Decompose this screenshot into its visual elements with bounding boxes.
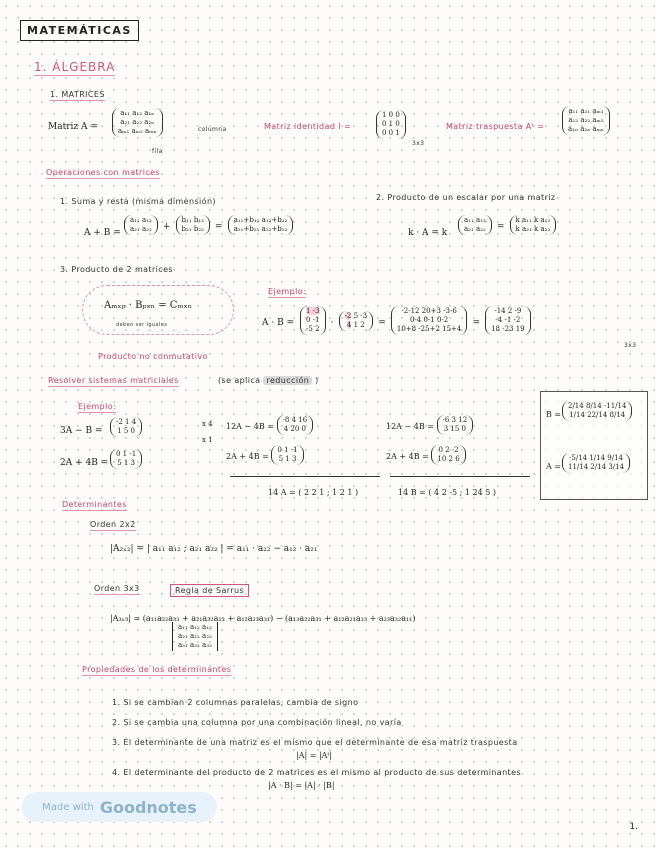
producto-cloud-note: deben ser iguales (116, 322, 168, 328)
section-title: 1. ÁLGEBRA (34, 60, 116, 74)
orden3-formula: |A₃ₓ₃| = (a₁₁a₂₂a₃₃ + a₂₁a₃₂a₁₃ + a₁₂a₂₃a₃₁) − (a₁₃a₂₂a₃₁ + a₁₂a₂₁a₃₃ + a₂₃a₃₂a₁₁) (110, 614, 416, 623)
page-number: 1. (629, 822, 638, 832)
fila-label: fila (152, 148, 163, 155)
producto-heading: 3. Producto de 2 matrices (60, 265, 173, 274)
determinantes-heading: Determinantes (62, 500, 127, 509)
sistemas-ejemplo-label: Ejemplo: (78, 402, 117, 411)
sistema-work-a: 12A − 4B = -8 4 16 4 20 0 (226, 414, 313, 435)
orden3-formula-wrap (110, 606, 416, 625)
suma-formula: A + B = (84, 228, 121, 238)
step-a: x 4 (202, 420, 213, 428)
sarrus-matrix: a₁₁ a₁₂ a₁₃ a₂₁ a₂₂ a₂₃ a₃₁ a₃₂ a₃₃ (172, 622, 218, 651)
traspuesta-label: Matriz traspuesta Aᵗ = (446, 122, 545, 131)
watermark-prefix: Made with (42, 801, 94, 813)
orden2-label: Orden 2x2 (90, 520, 136, 529)
matriz-general: a₁₁ a₁₂ a₁ₙ a₂₁ a₂₂ a₂ₙ aₘ₁ aₘ₂ aₘₙ (112, 108, 163, 137)
suma-matrices: a₁₁ a₁₂ a₂₁ a₂₂ + b₁₁ b₁₂ b₂₁ b₂₂ = a₁₁+b₁₁ a₁₂+b₁₂ a₂₁+b₂₁ a₂₂+b₂₂ (124, 214, 293, 235)
orden3-label: Orden 3x3 (94, 584, 140, 593)
propiedad-3-formula: |A| = |Aᵗ| (296, 751, 333, 760)
propiedad-4: 4. El determinante del producto de 2 matrices es el mismo al producto de sus determinantes (112, 768, 521, 777)
ejemplo-formula: A · B = (262, 318, 295, 328)
sistema-eq1-matrix: -2 1 4 1 5 0 (110, 416, 142, 437)
orden2-formula: |A₂ₓ₂| = | a₁₁ a₁₂ ; a₂₁ a₂₂ | = a₁₁ · a₂₂ − a₁₂ · a₂₁ (110, 544, 318, 554)
escalar-matrices: a₁₁ a₁₂ a₂₁ a₂₂ = k a₁₁ k a₁₂ k a₂₁ k a₂₂ (458, 214, 556, 235)
no-conmutativo: Producto no conmutativo (98, 352, 208, 361)
sistema-result-1: 14 A = ( 2 2 1 ; 1 2 1 ) (268, 488, 359, 497)
identidad-matrix: 1 0 0 0 1 0 0 0 1 (376, 110, 406, 139)
escalar-heading: 2. Producto de un escalar por una matriz (376, 193, 556, 202)
page-title: MATEMÁTICAS (20, 20, 139, 41)
escalar-formula: k · A = k (408, 228, 448, 238)
sistemas-heading: Resolver sistemas matriciales (48, 376, 179, 385)
operaciones-heading: Operaciones con matrices (46, 168, 161, 177)
sistema-result-2: 14 B = ( 4 2 -5 ; 1 24 5 ) (398, 488, 497, 497)
propiedad-3: 3. El determinante de una matriz es el mismo que el determinante de esa matriz traspuesta (112, 738, 518, 747)
propiedad-1: 1. Si se cambian 2 columnas paralelas, cambia de signo (112, 698, 359, 707)
traspuesta-matrix: a₁₁ a₂₁ aₘ₁ a₁₂ a₂₂ aₘ₂ a₁ₙ a₂ₙ aₘₙ (562, 106, 610, 135)
sarrus-label: Regla de Sarrus (170, 584, 249, 597)
b-result-matrix: 2/14 8/14 -11/14 1/14 22/14 8/14 (562, 400, 632, 421)
ejemplo-label: Ejemplo: (268, 287, 307, 296)
columna-label: columna (198, 126, 227, 133)
suma-heading: 1. Suma y resta (misma dimensión) (60, 197, 216, 206)
sistema-eq2-matrix: 0 1 -1 5 1 3 (110, 448, 142, 469)
step-b: x 1 (202, 436, 213, 444)
a-result-label: A = (546, 462, 562, 471)
propiedad-2: 2. Si se cambia una columna por una combinación lineal, no varía (112, 718, 402, 727)
sistema-work-c: 12A − 4B = -6 3 12 3 15 0 (386, 414, 473, 435)
sistema-rule-b (390, 476, 530, 477)
sistema-eq1: 3A − B = (60, 426, 103, 436)
identidad-sub: 3x3 (412, 140, 425, 147)
propiedades-heading: Propiedades de los determinantes (82, 665, 232, 674)
reduccion-badge: reducción (263, 376, 312, 385)
b-result-label: B = (546, 410, 562, 419)
ejemplo-matrices: 1 -3 0 -1 -5 2 · -2 5 -3 4 1 2 = -2-12 20+3 -3-6 0-4 0-1 0-2 10+8 -25+2 15+4 = -14 2 -9 -4 -1 -2 18 -23 19 (300, 306, 531, 335)
propiedad-4-formula: |A · B| = |A| · |B| (268, 781, 335, 790)
matriz-label: Matriz A = (48, 122, 98, 132)
watermark-brand: Goodnotes (99, 797, 197, 817)
producto-cloud-formula: Aₘₓₚ · Bₚₓₙ = Cₘₓₙ (104, 300, 193, 311)
ejemplo-sub: 3x3 (624, 342, 637, 349)
a-result-matrix: -5/14 1/14 9/14 11/14 2/14 3/14 (562, 452, 630, 473)
sistema-eq2: 2A + 4B = (60, 458, 109, 468)
goodnotes-watermark (22, 792, 217, 822)
sistema-rule-a (230, 476, 380, 477)
identidad-label: Matriz identidad I = (264, 122, 352, 131)
sistema-work-d: 2A + 4B = 0 2 -2 10 2 6 (386, 444, 466, 465)
sistemas-note: (se aplica reducción ) (218, 376, 319, 385)
sistema-work-b: 2A + 4B = 0 1 -1 5 1 3 (226, 444, 304, 465)
matrices-heading: 1. MATRICES (50, 90, 105, 99)
